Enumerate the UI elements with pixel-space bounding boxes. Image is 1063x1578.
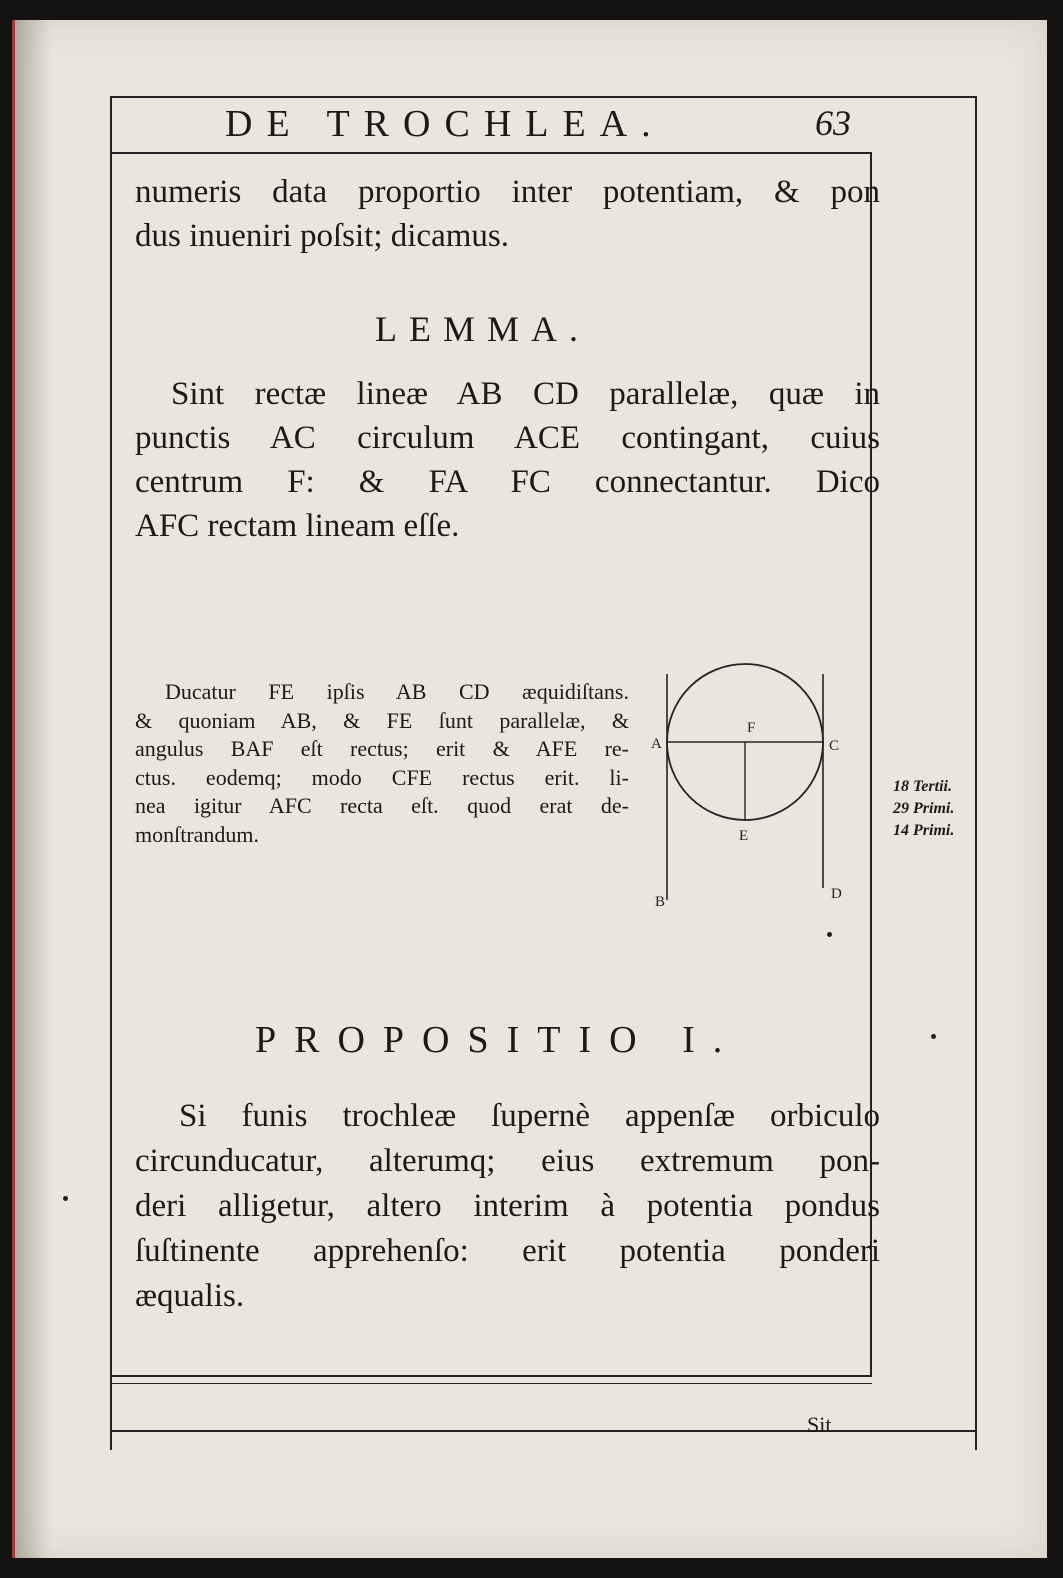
proposition-line: æqualis. bbox=[135, 1278, 245, 1314]
proof-line: & quoniam AB, & FE ſunt parallelæ, & bbox=[135, 707, 629, 733]
book-page bbox=[12, 20, 1047, 1558]
lemma-line: AFC rectam lineam eſſe. bbox=[135, 508, 460, 544]
intro-line: dus inueniri poſsit; dicamus. bbox=[135, 218, 509, 254]
header-rule bbox=[110, 152, 870, 154]
label-b: B bbox=[655, 894, 666, 910]
margin-notes bbox=[893, 776, 954, 842]
label-c: C bbox=[829, 738, 840, 754]
label-a: A bbox=[651, 736, 662, 752]
proof-line: Ducatur FE ipſis AB CD æquidiſtans. bbox=[165, 679, 629, 704]
catchword: Sit bbox=[807, 1412, 832, 1437]
frame-top-rule bbox=[110, 96, 976, 98]
proof-line: ctus. eodemq; modo CFE rectus erit. li- bbox=[135, 764, 629, 790]
lemma-paragraph bbox=[135, 372, 880, 548]
intro-paragraph bbox=[135, 170, 880, 258]
margin-note: 29 Primi. bbox=[893, 800, 955, 817]
ink-speck bbox=[931, 1034, 936, 1039]
geometry-diagram bbox=[647, 660, 857, 910]
frame-right-rule bbox=[975, 96, 977, 1450]
proof-line: nea igitur AFC recta eſt. quod erat de- bbox=[135, 793, 629, 818]
ink-speck bbox=[827, 932, 832, 937]
text-bottom-rule bbox=[110, 1375, 872, 1377]
label-d: D bbox=[831, 886, 842, 902]
proposition-line: ſuſtinente apprehenſo: erit potentia ponderi bbox=[135, 1233, 880, 1269]
lemma-line: centrum F: & FA FC connectantur. Dico bbox=[135, 464, 880, 500]
ink-speck bbox=[63, 1196, 68, 1201]
proposition-line: Si funis trochleæ ſupernè appenſæ orbiculo bbox=[179, 1098, 880, 1134]
catchword-rule bbox=[110, 1383, 872, 1384]
lemma-line: punctis AC circulum ACE contingant, cuius bbox=[135, 420, 880, 456]
page-number: 63 bbox=[815, 103, 851, 143]
label-e: E bbox=[739, 828, 749, 844]
proof-line: angulus BAF eſt rectus; erit & AFE re- bbox=[135, 736, 629, 761]
label-f: F bbox=[747, 720, 756, 736]
margin-note: 14 Primi. bbox=[893, 822, 955, 839]
running-head: DE TROCHLEA. bbox=[225, 103, 665, 145]
page-fold-shadow bbox=[15, 20, 51, 1558]
proposition-line: circunducatur, alterumq; eius extremum pon- bbox=[135, 1143, 880, 1179]
proof-paragraph bbox=[135, 678, 629, 849]
frame-bottom-rule bbox=[110, 1430, 977, 1432]
margin-note: 18 Tertii. bbox=[893, 778, 952, 795]
proposition-line: deri alligetur, altero interim à potentia pondus bbox=[135, 1188, 880, 1224]
lemma-line: Sint rectæ lineæ AB CD parallelæ, quæ in bbox=[171, 376, 880, 412]
intro-line: numeris data proportio inter potentiam, & pon bbox=[135, 174, 880, 210]
proposition-heading: PROPOSITIO I. bbox=[255, 1019, 741, 1061]
lemma-heading: LEMMA. bbox=[375, 309, 590, 349]
proposition-paragraph bbox=[135, 1094, 880, 1319]
frame-left-rule bbox=[110, 96, 112, 1450]
proof-line: monſtrandum. bbox=[135, 821, 260, 847]
